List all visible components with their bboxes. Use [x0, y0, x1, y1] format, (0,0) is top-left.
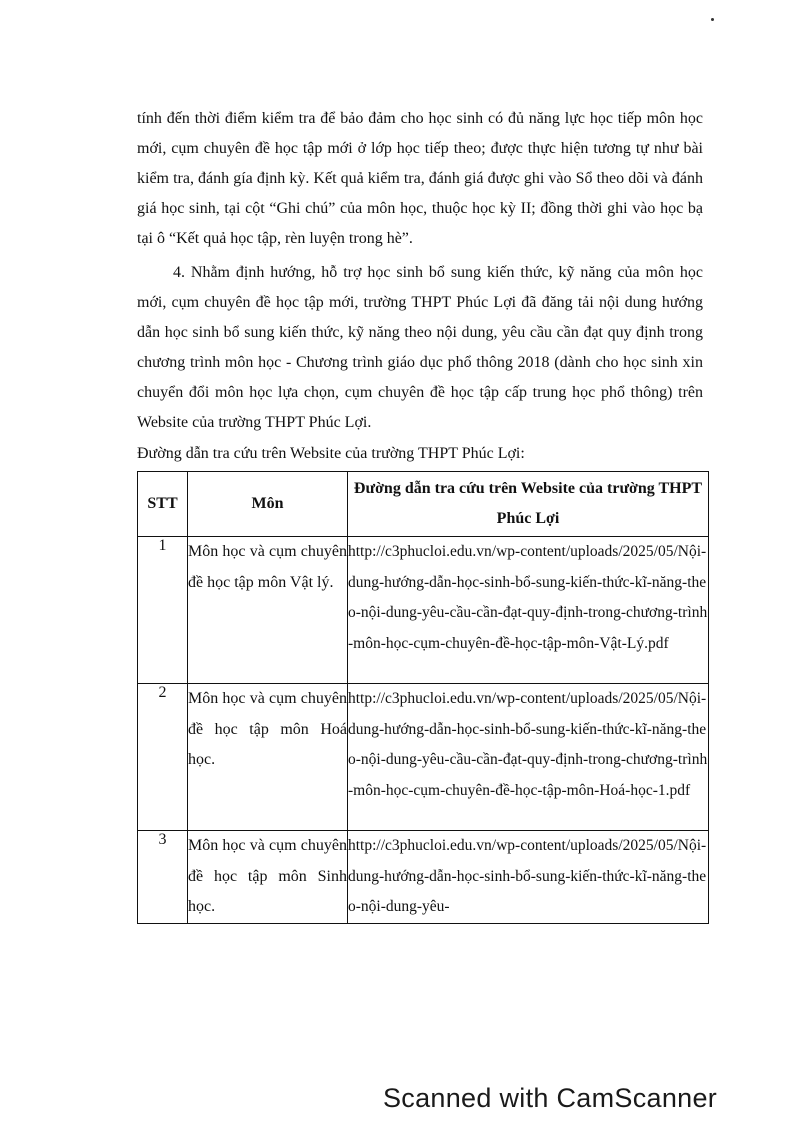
paragraph-4: 4. Nhằm định hướng, hỗ trợ học sinh bổ sung kiến thức, kỹ năng của môn học mới, cụm chuyên đề học tập mới, trường THPT Phúc Lợi đã đăng tải nội dung hướng dẫn học sinh bổ sung kiến thức, kỹ năng theo nội dung, yêu cầu cần đạt quy định trong chương trình môn học - Chương trình giáo dục phổ thông 2018 (dành cho học sinh xin chuyển đổi môn học lựa chọn, cụm chuyên đề học tập cấp trung học phổ thông) trên Website của trường THPT Phúc Lợi.: [137, 264, 703, 431]
row-stt: 1: [138, 537, 188, 684]
links-intro: Đường dẫn tra cứu trên Website của trường THPT Phúc Lợi:: [137, 445, 525, 462]
header-mon: Môn: [188, 472, 348, 537]
table-header-row: [138, 472, 709, 537]
table-row: [138, 537, 709, 684]
scanner-watermark: Scanned with CamScanner: [383, 1083, 718, 1113]
header-link: Đường dẫn tra cứu trên Website của trường THPT Phúc Lợi: [348, 472, 709, 537]
links-table: [137, 471, 709, 924]
row-link[interactable]: http://c3phucloi.edu.vn/wp-content/uploads/2025/05/Nội-dung-hướng-dẫn-học-sinh-bổ-sung-kiến-thức-kĩ-năng-theo-nội-dung-yêu-cầu-cần-đạt-quy-định-trong-chương-trình-môn-học-cụm-chuyên-đề-học-tập-môn-Vật-Lý.pdf: [348, 537, 709, 684]
header-stt: STT: [138, 472, 188, 537]
scan-speck: [711, 18, 714, 21]
row-link[interactable]: http://c3phucloi.edu.vn/wp-content/uploads/2025/05/Nội-dung-hướng-dẫn-học-sinh-bổ-sung-kiến-thức-kĩ-năng-theo-nội-dung-yêu-cầu-cần-đạt-quy-định-trong-chương-trình-môn-học-cụm-chuyên-đề-học-tập-môn-Hoá-học-1.pdf: [348, 684, 709, 831]
table-row: [138, 684, 709, 831]
row-stt: 2: [138, 684, 188, 831]
row-subject: Môn học và cụm chuyên đề học tập môn Vật lý.: [188, 537, 348, 684]
row-link[interactable]: http://c3phucloi.edu.vn/wp-content/uploads/2025/05/Nội-dung-hướng-dẫn-học-sinh-bổ-sung-kiến-thức-kĩ-năng-theo-nội-dung-yêu-: [348, 831, 709, 924]
row-stt: 3: [138, 831, 188, 924]
paragraph-continuation: tính đến thời điểm kiểm tra để bảo đảm cho học sinh có đủ năng lực học tiếp môn học mới, cụm chuyên đề học tập mới ở lớp học tiếp theo; được thực hiện tương tự như bài kiểm tra, đánh gía định kỳ. Kết quả kiểm tra, đánh giá được ghi vào Sổ theo dõi và đánh giá học sinh, tại cột “Ghi chú” của môn học, thuộc học kỳ II; đồng thời ghi vào học bạ tại ô “Kết quả học tập, rèn luyện trong hè”.: [137, 110, 703, 247]
table-row: [138, 831, 709, 924]
row-subject: Môn học và cụm chuyên đề học tập môn Hoá học.: [188, 684, 348, 831]
row-subject: Môn học và cụm chuyên đề học tập môn Sinh học.: [188, 831, 348, 924]
